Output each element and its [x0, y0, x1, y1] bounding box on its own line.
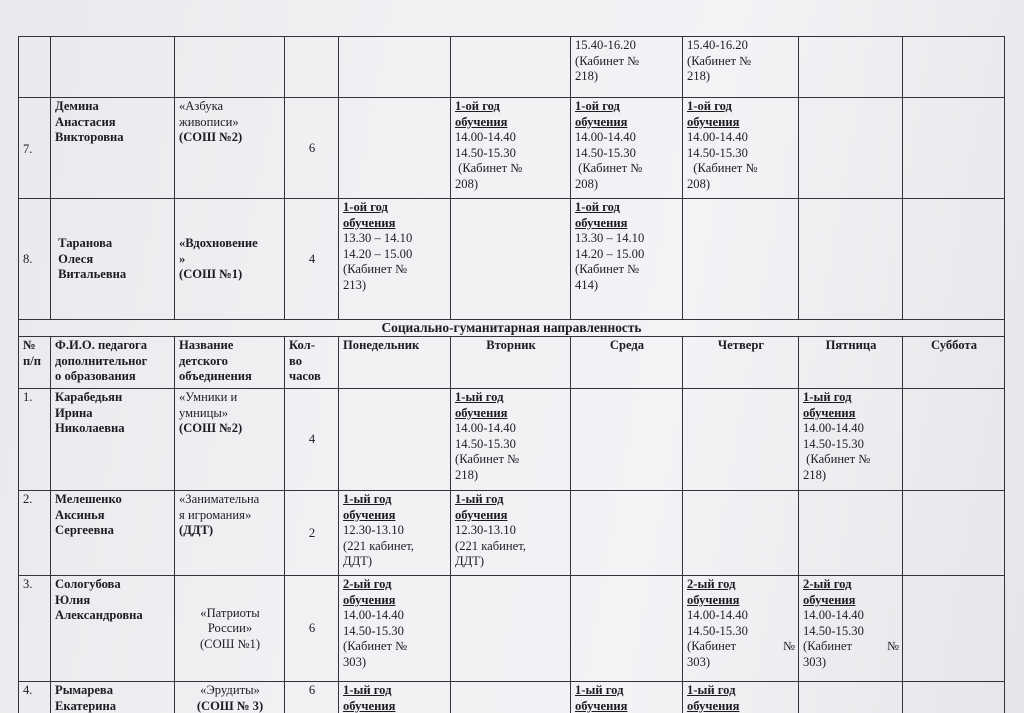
cell-thu: [683, 199, 799, 320]
cell-tue: 1-ый год обучения 14.00-14.40 14.50-15.30 (Кабинет № 218): [451, 389, 571, 491]
table-row: [19, 682, 1005, 713]
header-sat: Суббота: [903, 337, 1005, 389]
cell-mon: 2-ый год обучения 14.00-14.40 14.50-15.30 (Кабинет № 303): [339, 576, 451, 682]
cell-name: Рымарева Екатерина: [51, 682, 175, 713]
cell-fri: [799, 37, 903, 98]
table-row: [19, 37, 1005, 98]
section-title: Социально-гуманитарная направленность: [19, 320, 1005, 337]
cell-num: 4.: [19, 682, 51, 713]
cell-tue: 1-ый год обучения 12.30-13.10 (221 кабинет, ДДТ): [451, 491, 571, 576]
cell-tue: [451, 576, 571, 682]
cell-assoc: [175, 37, 285, 98]
cell-wed: [571, 576, 683, 682]
cell-thu: [683, 389, 799, 491]
cell-wed: 1-ой год обучения 14.00-14.40 14.50-15.30 (Кабинет № 208): [571, 98, 683, 199]
cell-wed: 1-ой год обучения 13.30 – 14.10 14.20 – 15.00 (Кабинет № 414): [571, 199, 683, 320]
table-row: [19, 98, 1005, 199]
cell-hours: 6: [285, 682, 339, 713]
cell-name: Сологубова Юлия Александровна: [51, 576, 175, 682]
cell-tue: [451, 37, 571, 98]
cell-sat: [903, 98, 1005, 199]
cell-name: Таранова Олеся Витальевна: [51, 199, 175, 320]
cell-tue: [451, 682, 571, 713]
header-num: № п/п: [19, 337, 51, 389]
cell-assoc: «Патриоты России» (СОШ №1): [175, 576, 285, 682]
cell-mon: 1-ой год обучения 13.30 – 14.10 14.20 – 15.00 (Кабинет № 213): [339, 199, 451, 320]
cell-thu: 15.40-16.20 (Кабинет № 218): [683, 37, 799, 98]
cell-hours: [285, 37, 339, 98]
cell-assoc: «Азбука живописи» (СОШ №2): [175, 98, 285, 199]
header-assoc: Название детского объединения: [175, 337, 285, 389]
cell-hours: 6: [285, 576, 339, 682]
cell-mon: [339, 37, 451, 98]
cell-thu: [683, 491, 799, 576]
cell-mon: [339, 389, 451, 491]
cell-name: Карабедьян Ирина Николаевна: [51, 389, 175, 491]
cell-num: 3.: [19, 576, 51, 682]
cell-mon: 1-ый год обучения: [339, 682, 451, 713]
cell-fri: [799, 98, 903, 199]
cell-num: 2.: [19, 491, 51, 576]
cell-assoc: «Эрудиты» (СОШ № 3): [175, 682, 285, 713]
cell-sat: [903, 37, 1005, 98]
table-row: [19, 576, 1005, 682]
cell-name: Демина Анастасия Викторовна: [51, 98, 175, 199]
cabinet-line: (Кабинет №: [803, 639, 899, 654]
cell-mon: [339, 98, 451, 199]
cell-wed: [571, 389, 683, 491]
cell-num: 1.: [19, 389, 51, 491]
cell-mon: 1-ый год обучения 12.30-13.10 (221 кабинет, ДДТ): [339, 491, 451, 576]
cell-hours: 4: [285, 389, 339, 491]
cell-name: Мелешенко Аксинья Сергеевна: [51, 491, 175, 576]
cabinet-line: (Кабинет №: [687, 639, 795, 654]
cell-sat: [903, 199, 1005, 320]
header-fri: Пятница: [799, 337, 903, 389]
header-row: [19, 337, 1005, 389]
schedule-table: [18, 36, 1005, 713]
cell-num: 7.: [19, 98, 51, 199]
cell-sat: [903, 389, 1005, 491]
header-wed: Среда: [571, 337, 683, 389]
cell-wed: [571, 491, 683, 576]
cell-hours: 4: [285, 199, 339, 320]
cell-tue: 1-ой год обучения 14.00-14.40 14.50-15.30 (Кабинет № 208): [451, 98, 571, 199]
header-tue: Вторник: [451, 337, 571, 389]
cell-thu: 2-ый год обучения 14.00-14.40 14.50-15.30 (Кабинет № 303): [683, 576, 799, 682]
cell-thu: 1-ой год обучения 14.00-14.40 14.50-15.30 (Кабинет № 208): [683, 98, 799, 199]
cell-num: [19, 37, 51, 98]
table-row: [19, 389, 1005, 491]
cell-hours: 6: [285, 98, 339, 199]
cell-sat: [903, 682, 1005, 713]
cell-wed: 15.40-16.20 (Кабинет № 218): [571, 37, 683, 98]
cell-hours: 2: [285, 491, 339, 576]
cell-assoc: «Умники и умницы» (СОШ №2): [175, 389, 285, 491]
cell-fri: 2-ый год обучения 14.00-14.40 14.50-15.30 (Кабинет № 303): [799, 576, 903, 682]
cell-fri: [799, 682, 903, 713]
header-mon: Понедельник: [339, 337, 451, 389]
table-row: [19, 491, 1005, 576]
header-name: Ф.И.О. педагога дополнительног о образования: [51, 337, 175, 389]
header-hours: Кол- во часов: [285, 337, 339, 389]
cell-tue: [451, 199, 571, 320]
cell-sat: [903, 491, 1005, 576]
header-thu: Четверг: [683, 337, 799, 389]
cell-wed: 1-ый год обучения: [571, 682, 683, 713]
cell-sat: [903, 576, 1005, 682]
cell-fri: [799, 491, 903, 576]
section-row: [19, 320, 1005, 337]
cell-assoc: «Занимательна я игромания» (ДДТ): [175, 491, 285, 576]
cell-thu: 1-ый год обучения: [683, 682, 799, 713]
cell-fri: 1-ый год обучения 14.00-14.40 14.50-15.30 (Кабинет № 218): [799, 389, 903, 491]
cell-fri: [799, 199, 903, 320]
cell-name: [51, 37, 175, 98]
cell-assoc: «Вдохновение » (СОШ №1): [175, 199, 285, 320]
table-row: [19, 199, 1005, 320]
cell-num: 8.: [19, 199, 51, 320]
